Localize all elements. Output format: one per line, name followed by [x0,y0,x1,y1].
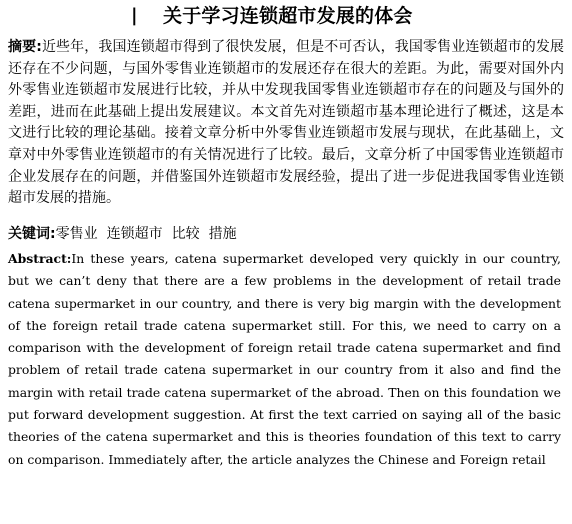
title-bar-mark: | [131,5,138,26]
page-title: 关于学习连锁超市发展的体会 [163,5,413,27]
keyword-item: 措施 [208,226,237,242]
english-abstract [8,248,561,471]
chinese-abstract-text: 近些年，我国连锁超市得到了很快发展，但是不可否认，我国零售业连锁超市的发展还存在不少问题，与国外零售业连锁超市的发展还存在很大的差距。为此，需要对国外内外零售业连锁超市发展进行比较，并从中发现我国零售业连锁超市存在的问题及与国外的差距，进而在此基础上提出发展建议。本文首先对连锁超市基本理论进行了概述，这是本文进行比较的理论基础。接着文章分析中外零售业连锁超市发展与现状，在此基础上，文章对中外零售业连锁超市的有关情况进行了比较。最后，文章分析了中国零售业连锁超市企业发展存在的问题，并借鉴国外连锁超市发展经验，提出了进一步促进我国零售业连锁超市发展的措施。 [8,39,564,207]
keyword-item: 零售业 [55,226,98,242]
english-abstract-text: In these years, catena supermarket developed very quickly in our country, but we can’t deny that there are a few problems in the development of retail trade catena supermarket in our country, and there is very big margin with the development of the foreign retail trade catena supermarket still. For this, we need to carry on a comparison with the development of foreign retail trade catena supermarket and find problem of retail trade catena supermarket in our country from it also and find the margin with retail trade catena supermarket of the abroad. Then on this foundation we put forward development suggestion. At first the text carried on saying all of the basic theories of the catena supermarket and this is theories foundation of this text to carry on comparison. Immediately after, the article analyzes the Chinese and Foreign retail [8,251,561,467]
chinese-abstract-label: 摘要: [8,39,42,55]
keyword-item: 比较 [171,226,200,242]
chinese-abstract [8,37,564,210]
title-row [0,4,572,30]
chinese-keywords [8,224,564,244]
keywords-label: 关键词: [8,226,56,242]
english-abstract-label: Abstract: [8,251,72,266]
keyword-item: 连锁超市 [106,226,163,242]
